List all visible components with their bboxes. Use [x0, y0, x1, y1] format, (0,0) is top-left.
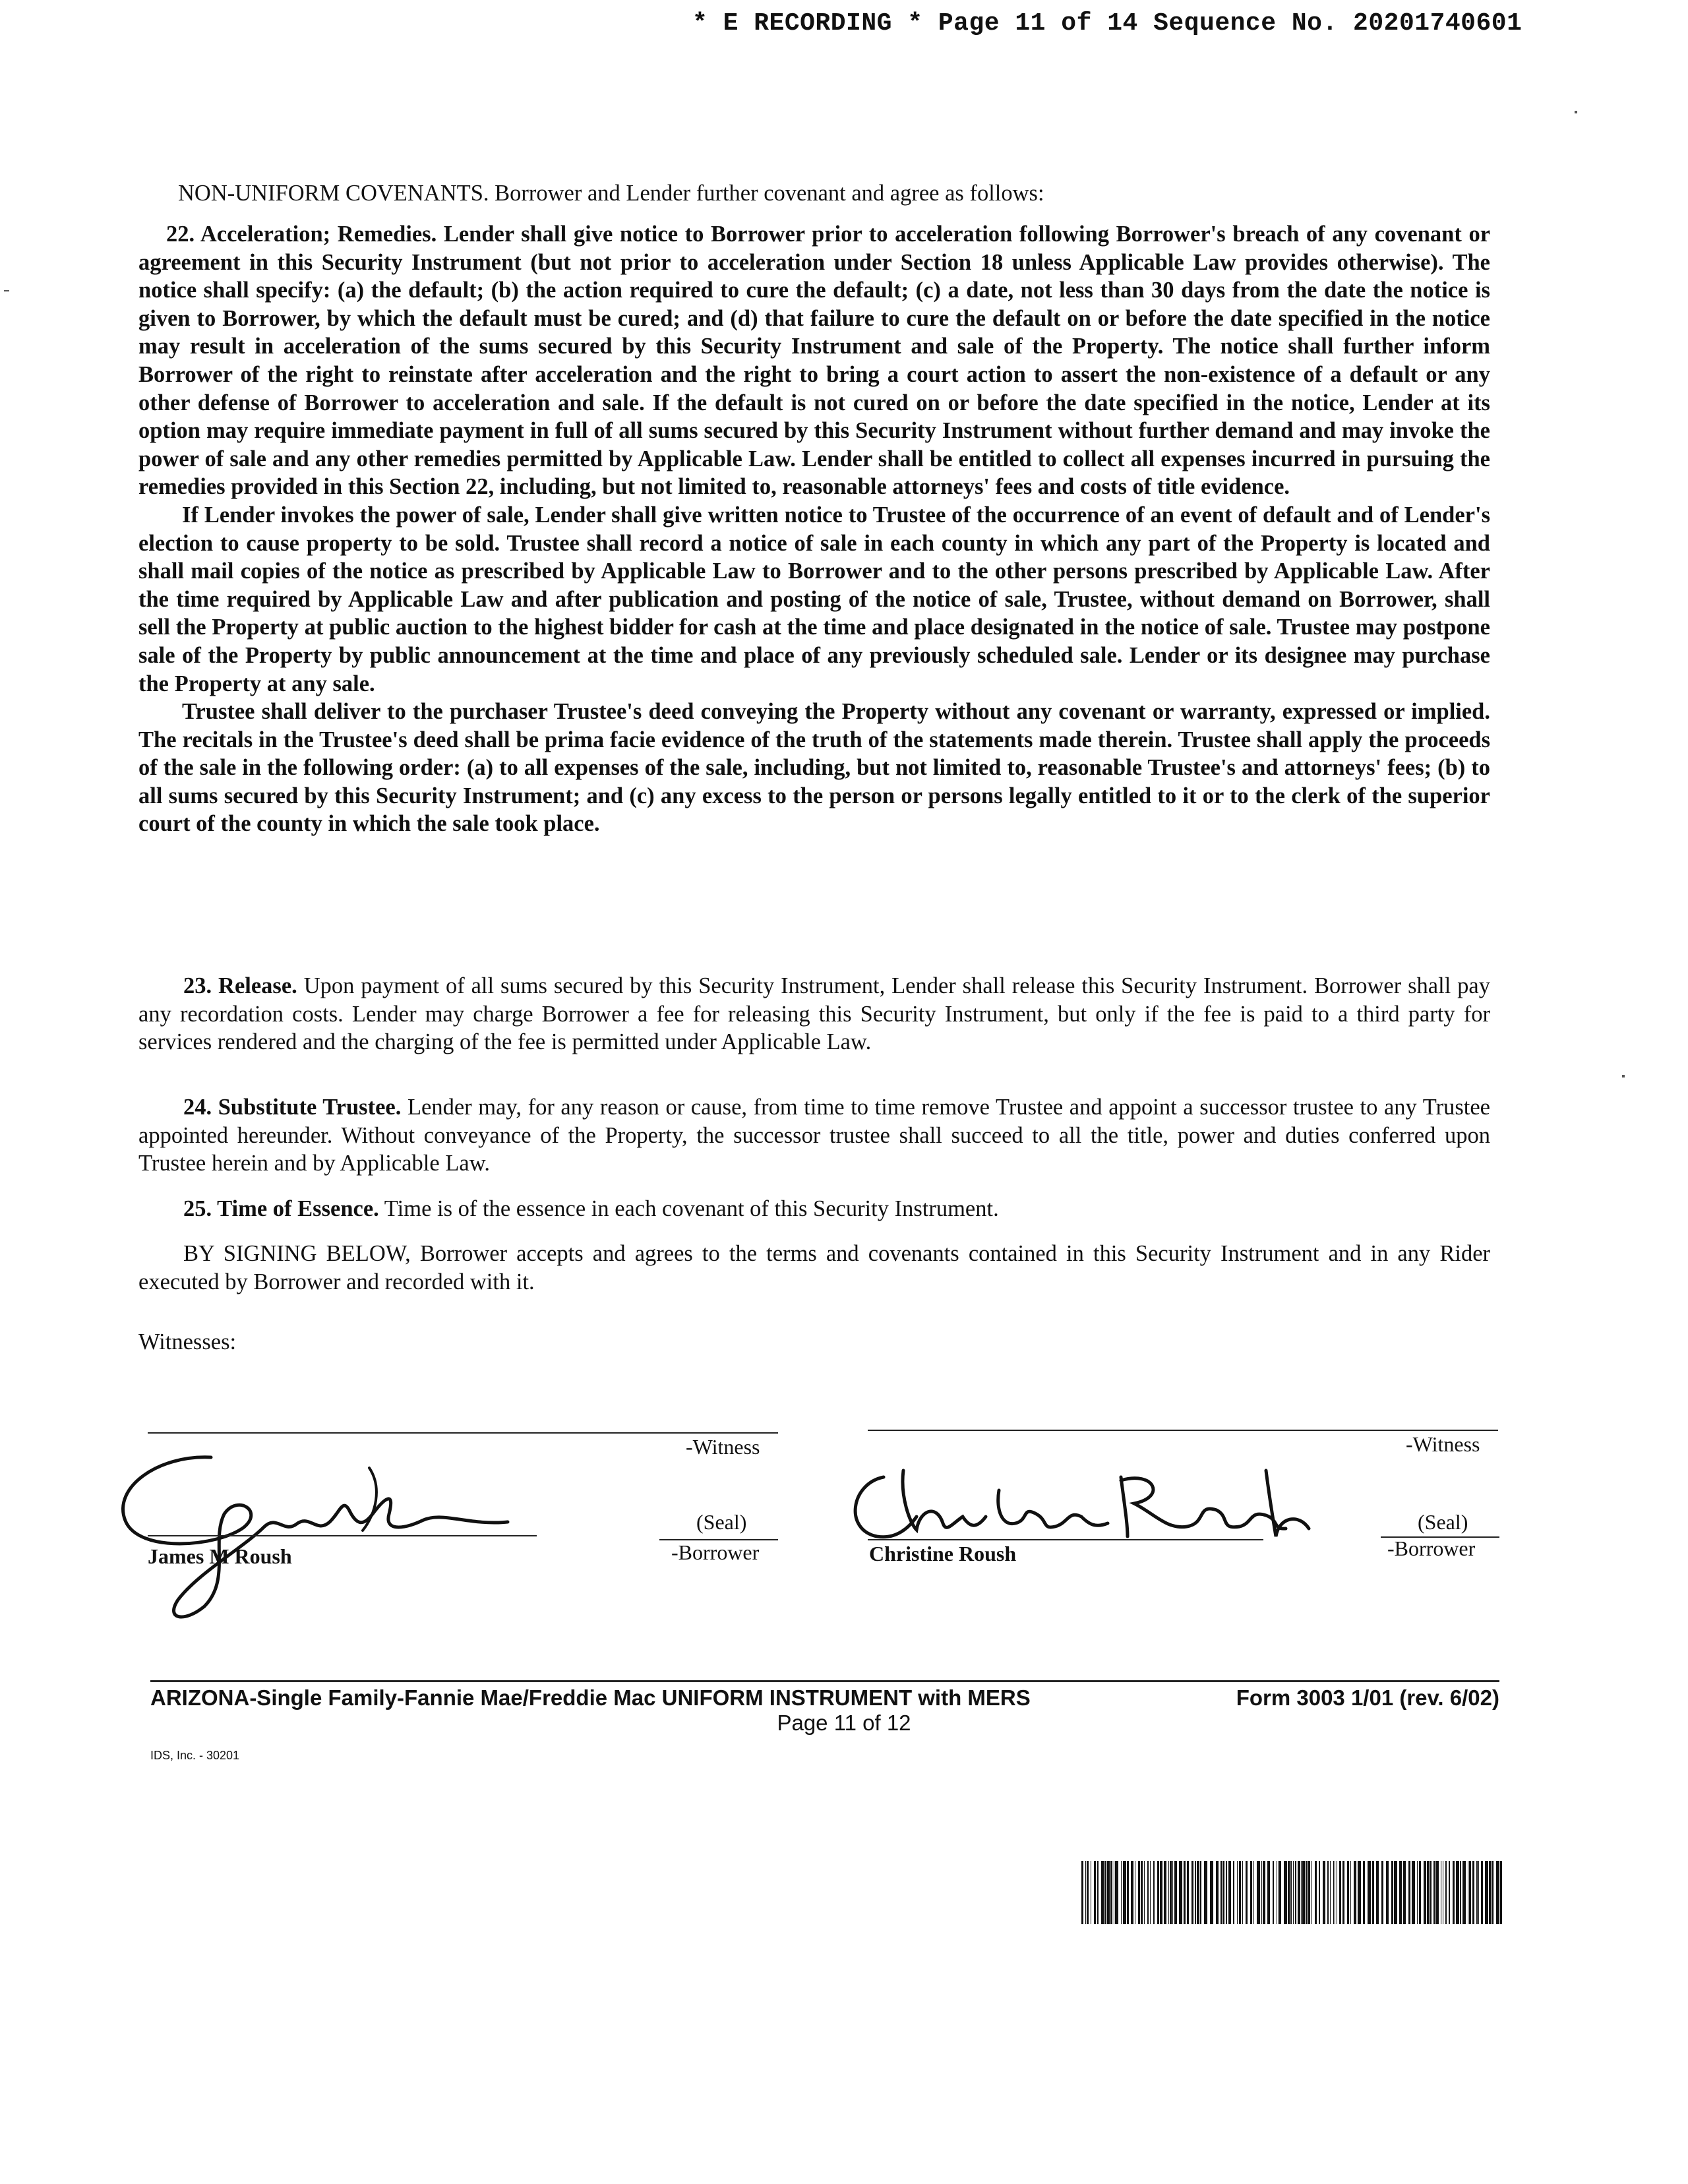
- barcode-bar: [1500, 1861, 1502, 1924]
- barcode-bar: [1246, 1861, 1248, 1924]
- barcode-bar: [1237, 1861, 1238, 1924]
- barcode-bar: [1172, 1861, 1173, 1924]
- barcode-bar: [1160, 1861, 1162, 1924]
- scan-speck: [1622, 1075, 1625, 1077]
- footer-ids: IDS, Inc. - 30201: [150, 1749, 240, 1762]
- barcode-bar: [1107, 1861, 1110, 1924]
- barcode-bar: [1295, 1861, 1296, 1924]
- witnesses-label: Witnesses:: [138, 1329, 237, 1354]
- barcode-bar: [1301, 1861, 1302, 1924]
- barcode-bar: [1472, 1861, 1474, 1924]
- barcode-bar: [1263, 1861, 1265, 1924]
- borrower1-signature-line: [148, 1535, 537, 1536]
- barcode-bar: [1460, 1861, 1461, 1924]
- barcode-bar: [1323, 1861, 1325, 1924]
- barcode-bar: [1233, 1861, 1234, 1924]
- barcode-bar: [1288, 1861, 1290, 1924]
- barcode-bar: [1123, 1861, 1126, 1924]
- barcode-bar: [1200, 1861, 1201, 1924]
- borrower1-signature-image: [112, 1448, 534, 1626]
- barcode-bar: [1187, 1861, 1189, 1924]
- borrower1-name: James M Roush: [148, 1544, 292, 1568]
- footer-form-line: [150, 1685, 1499, 1711]
- scan-speck: [4, 290, 9, 291]
- barcode-bar: [1131, 1861, 1133, 1924]
- footer-form-title: ARIZONA-Single Family-Fannie Mae/Freddie Mac UNIFORM INSTRUMENT with MERS: [150, 1685, 1031, 1710]
- barcode-bar: [1204, 1861, 1207, 1924]
- barcode-bar: [1147, 1861, 1149, 1924]
- section-22-paragraph-1: [138, 220, 1490, 501]
- barcode-bar: [1097, 1861, 1099, 1924]
- barcode-bar: [1153, 1861, 1155, 1924]
- section-24: [138, 1093, 1490, 1178]
- borrower2-signature-line: [868, 1539, 1263, 1540]
- witness-label-right: -Witness: [1406, 1432, 1480, 1456]
- section-22-paragraph-2: If Lender invokes the power of sale, Lender shall give written notice to Trustee of the occurrence of an event of default and of Lender's election to cause property to be sold. Trustee shall record a notice of sale in each county in which any part of the Property is located and shall mail copies of the notice as prescribed by Applicable Law to Borrower and to the other persons prescribed by Applicable Law. After the time required by Applicable Law and after publication and posting of the notice of sale, Trustee, without demand on Borrower, shall sell the Property at public auction to the highest bidder for cash at the time and place designated in the notice of sale. Trustee may postpone sale of the Property by public announcement at the time and place of any previously scheduled sale. Lender or its designee may purchase the Property at any sale.: [138, 502, 1490, 696]
- witness-label-left: -Witness: [686, 1435, 760, 1459]
- section-25-text: Time is of the essence in each covenant of this Security Instrument.: [384, 1196, 999, 1221]
- barcode-bar: [1279, 1861, 1281, 1924]
- barcode-bar: [1290, 1861, 1292, 1924]
- borrower1-seal: (Seal): [696, 1510, 747, 1534]
- section-23: [138, 972, 1490, 1056]
- barcode-bar: [1311, 1861, 1312, 1924]
- barcode-bar: [1261, 1861, 1262, 1924]
- barcode-bar: [1493, 1861, 1494, 1924]
- barcode-bar: [1347, 1861, 1349, 1924]
- barcode-bar: [1412, 1861, 1415, 1924]
- barcode-bar: [1363, 1861, 1365, 1924]
- barcode-bar: [1350, 1861, 1351, 1924]
- barcode-bar: [1376, 1861, 1379, 1924]
- section-25-heading: 25. Time of Essence.: [183, 1196, 379, 1221]
- barcode-bar: [1315, 1861, 1317, 1924]
- barcode-bar: [1191, 1861, 1193, 1924]
- intro-paragraph: [138, 179, 1490, 208]
- barcode-bar: [1094, 1861, 1096, 1924]
- barcode-bar: [1408, 1861, 1410, 1924]
- barcode-bar: [1298, 1861, 1300, 1924]
- barcode-bar: [1456, 1861, 1459, 1924]
- witness-line-left: [148, 1432, 778, 1434]
- barcode-bar: [1081, 1861, 1083, 1924]
- barcode-bar: [1115, 1861, 1118, 1924]
- section-25: [138, 1195, 1490, 1223]
- barcode-bar: [1319, 1861, 1320, 1924]
- barcode-bar: [1253, 1861, 1254, 1924]
- barcode-bar: [1267, 1861, 1270, 1924]
- barcode-bar: [1417, 1861, 1418, 1924]
- barcode-bar: [1250, 1861, 1252, 1924]
- barcode-bar: [1354, 1861, 1356, 1924]
- barcode-bar: [1308, 1861, 1310, 1924]
- borrower2-name: Christine Roush: [869, 1542, 1017, 1565]
- section-22-heading: 22. Acceleration; Remedies.: [166, 222, 437, 247]
- section-23-heading: 23. Release.: [183, 973, 297, 998]
- barcode-bar: [1121, 1861, 1122, 1924]
- barcode-bar: [1138, 1861, 1140, 1924]
- barcode-bar: [1293, 1861, 1294, 1924]
- barcode-bar: [1157, 1861, 1159, 1924]
- barcode-bar: [1492, 1861, 1493, 1924]
- barcode-bar: [1174, 1861, 1177, 1924]
- barcode-bar: [1184, 1861, 1186, 1924]
- barcode-bar: [1257, 1861, 1260, 1924]
- barcode-bar: [1445, 1861, 1447, 1924]
- barcode-bar: [1419, 1861, 1421, 1924]
- section-22: [138, 220, 1490, 838]
- barcode-bar: [1278, 1861, 1279, 1924]
- barcode-bar: [1399, 1861, 1402, 1924]
- barcode-bar: [1368, 1861, 1371, 1924]
- borrower2-seal: (Seal): [1418, 1510, 1468, 1534]
- barcode-bar: [1427, 1861, 1430, 1924]
- barcode-bar: [1453, 1861, 1455, 1924]
- barcode-bar: [1394, 1861, 1397, 1924]
- barcode-bar: [1391, 1861, 1393, 1924]
- barcode-bar: [1302, 1861, 1305, 1924]
- scan-speck: [1575, 111, 1577, 113]
- barcode-bar: [1386, 1861, 1389, 1924]
- barcode-bar: [1449, 1861, 1450, 1924]
- barcode-bar: [1424, 1861, 1426, 1924]
- barcode-bar: [1330, 1861, 1331, 1924]
- section-24-heading: 24. Substitute Trustee.: [183, 1095, 402, 1120]
- barcode-bar: [1239, 1861, 1241, 1924]
- barcode-bar: [1223, 1861, 1224, 1924]
- barcode-bar: [1210, 1861, 1213, 1924]
- barcode-bar: [1273, 1861, 1274, 1924]
- section-22-text-1: Lender shall give notice to Borrower prior to acceleration following Borrower's breach of any covenant or agreement in this Security Instrument (but not prior to acceleration under Section 18 unless Applicable Law provides otherwise). The notice shall specify: (a) the default; (b) the action required to cure the default; (c) a date, not less than 30 days from the date the notice is given to Borrower, by which the default must be cured; and (d) that failure to cure the default on or before the date specified in the notice may result in acceleration of the sums secured by this Security Instrument and sale of the Property. The notice shall further inform Borrower of the right to reinstate after acceleration and the right to bring a court action to assert the non-existence of a default or any other defense of Borrower to acceleration and sale. If the default is not cured on or before the date specified in the notice, Lender at its option may require immediate payment in full of all sums secured by this Security Instrument without further demand and may invoke the power of sale and any other remedies permitted by Applicable Law. Lender shall be entitled to collect all expenses incurred in pursuing the remedies provided in this Section 22, including, but not limited to, reasonable attorneys' fees and costs of title evidence.: [138, 222, 1491, 500]
- footer-page-number: Page 11 of 12: [777, 1711, 911, 1735]
- barcode-bar: [1430, 1861, 1432, 1924]
- barcode-bar: [1110, 1861, 1112, 1924]
- borrower2-role: -Borrower: [1387, 1536, 1476, 1560]
- barcode-bar: [1087, 1861, 1089, 1924]
- barcode-bar: [1195, 1861, 1196, 1924]
- barcode-bar: [1221, 1861, 1222, 1924]
- barcode-bar: [1469, 1861, 1471, 1924]
- barcode-bar: [1481, 1861, 1483, 1924]
- barcode-bar: [1170, 1861, 1172, 1924]
- barcode-bar: [1435, 1861, 1439, 1924]
- barcode-bar: [1333, 1861, 1334, 1924]
- barcode-bar: [1242, 1861, 1243, 1924]
- barcode-bar: [1226, 1861, 1227, 1924]
- barcode-bar: [1284, 1861, 1287, 1924]
- barcode-bar: [1168, 1861, 1169, 1924]
- signing-statement: BY SIGNING BELOW, Borrower accepts and agrees to the terms and covenants contained in this Security Instrument and in any Rider executed by Borrower and recorded with it.: [138, 1241, 1490, 1294]
- barcode-bar: [1197, 1861, 1199, 1924]
- barcode-bar: [1358, 1861, 1361, 1924]
- barcode-bar: [1216, 1861, 1219, 1924]
- witness-line-right: [868, 1430, 1498, 1431]
- barcode-bar: [1127, 1861, 1129, 1924]
- barcode-bar: [1403, 1861, 1406, 1924]
- barcode-bar: [1496, 1861, 1499, 1924]
- barcode-bar: [1104, 1861, 1106, 1924]
- barcode-bar: [1485, 1861, 1488, 1924]
- barcode-bar: [1306, 1861, 1308, 1924]
- barcode-bar: [1342, 1861, 1344, 1924]
- section-22-paragraph-3: Trustee shall deliver to the purchaser Trustee's deed conveying the Property without any covenant or warranty, expressed or implied. The recitals in the Trustee's deed shall be prima facie evidence of the truth of the statements made therein. Trustee shall apply the proceeds of the sale in the following order: (a) to all expenses of the sale, including, but not limited to, reasonable Trustee's and attorneys' fees; (b) to all sums secured by this Security Instrument; and (c) any excess to the person or persons legally entitled to it or to the clerk of the superior court of the county in which the sale took place.: [138, 699, 1490, 837]
- recording-stamp: * E RECORDING * Page 11 of 14 Sequence No. 20201740601: [692, 9, 1522, 38]
- barcode-bar: [1372, 1861, 1374, 1924]
- intro-text: NON-UNIFORM COVENANTS. Borrower and Lender further covenant and agree as follows:: [178, 181, 1044, 206]
- barcode-bar: [1327, 1861, 1329, 1924]
- barcode-bar: [1228, 1861, 1231, 1924]
- footer-rule: [150, 1680, 1499, 1682]
- footer-form-number: Form 3003 1/01 (rev. 6/02): [1236, 1685, 1499, 1710]
- barcode-bar: [1478, 1861, 1479, 1924]
- barcode-image: [1081, 1861, 1503, 1924]
- section-23-text: Upon payment of all sums secured by this Security Instrument, Lender shall release this Security Instrument. Borrower shall pay any recordation costs. Lender may charge Borrower a fee for releasing this Security Instrument, but only if the fee is paid to a third party for services rendered and the charging of the fee is permitted under Applicable Law.: [138, 973, 1490, 1055]
- section-24-text: Lender may, for any reason or cause, from time to time remove Trustee and appoint a successor trustee to any Trustee appointed hereunder. Without conveyance of the Property, the successor trustee shall succeed to all the title, power and duties conferred upon Trustee herein and by Applicable Law.: [138, 1095, 1490, 1176]
- barcode-bar: [1476, 1861, 1478, 1924]
- barcode-bar: [1144, 1861, 1145, 1924]
- barcode-bar: [1085, 1861, 1086, 1924]
- barcode-bar: [1489, 1861, 1491, 1924]
- barcode-bar: [1141, 1861, 1143, 1924]
- barcode-bar: [1433, 1861, 1435, 1924]
- borrower1-role: -Borrower: [671, 1540, 760, 1564]
- barcode-bar: [1462, 1861, 1466, 1924]
- barcode-bar: [1150, 1861, 1151, 1924]
- barcode-bar: [1381, 1861, 1383, 1924]
- barcode-bar: [1339, 1861, 1341, 1924]
- barcode-bar: [1164, 1861, 1166, 1924]
- barcode-bar: [1179, 1861, 1182, 1924]
- barcode-bar: [1101, 1861, 1104, 1924]
